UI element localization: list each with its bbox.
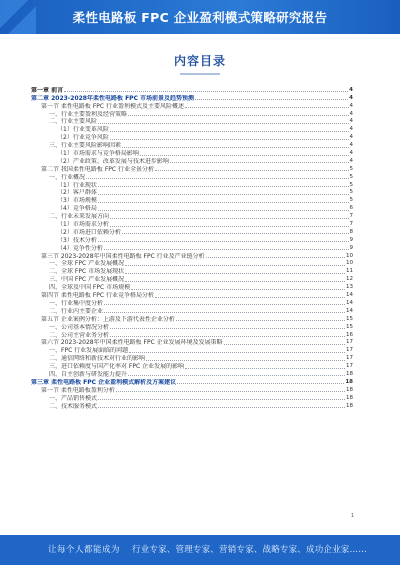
- toc-entry[interactable]: [31, 220, 353, 228]
- page-footer: [0, 535, 400, 565]
- toc-entry[interactable]: [31, 118, 353, 126]
- footer-slogan-right: 行业专家、管理专家、营销专家、战略专家、成功企业家……: [132, 545, 367, 555]
- toc-heading: 内容目录: [0, 52, 400, 75]
- toc-entry-page: 18: [346, 402, 353, 409]
- toc-leader-dots: [64, 91, 348, 92]
- toc-entry-title: 第四节 柔性电路板 FPC 行业竞争格局分析: [41, 292, 154, 300]
- toc-entry-page: 4: [349, 94, 353, 101]
- toc-entry-title: （1）行业现状: [57, 181, 97, 189]
- toc-entry[interactable]: [31, 228, 353, 236]
- footer-slogan-left: 让每个人都能成为: [48, 545, 121, 555]
- toc-entry[interactable]: [31, 402, 353, 410]
- toc-leader-dots: [104, 312, 345, 313]
- toc-entry-title: 二、行业未来发展方向: [49, 213, 110, 221]
- toc-leader-dots: [206, 257, 345, 258]
- toc-leader-dots: [129, 352, 345, 353]
- toc-entry[interactable]: [31, 339, 353, 347]
- toc-entry-title: 第二章 2023-2028年柔性电路板 FPC 市场前景及趋势预测: [31, 94, 195, 102]
- toc-entry-page: 14: [346, 307, 353, 314]
- toc-entry[interactable]: [31, 307, 353, 315]
- toc-entry-title: 一、FPC 行业发展面临的问题: [49, 347, 129, 355]
- toc-entry-page: 4: [349, 110, 353, 117]
- toc-entry[interactable]: [31, 173, 353, 181]
- toc-entry[interactable]: [31, 181, 353, 189]
- toc-entry-page: 18: [346, 386, 353, 393]
- toc-leader-dots: [155, 297, 345, 298]
- toc-entry[interactable]: [31, 149, 353, 157]
- toc-entry-page: 12: [346, 276, 353, 283]
- toc-leader-dots: [110, 328, 345, 329]
- toc-entry-page: 4: [349, 126, 353, 133]
- toc-entry[interactable]: [31, 252, 353, 260]
- toc-entry[interactable]: [31, 204, 353, 212]
- toc-entry-page: 17: [346, 347, 353, 354]
- toc-leader-dots: [98, 407, 345, 408]
- toc-entry-title: 一、行业集中度分析: [49, 299, 104, 307]
- toc-entry-page: 11: [346, 268, 353, 275]
- toc-entry[interactable]: [31, 196, 353, 204]
- toc-entry[interactable]: [31, 275, 353, 283]
- toc-entry-title: （2）市场进口依赖分析: [57, 228, 121, 236]
- toc-entry-page: 5: [349, 173, 353, 180]
- toc-entry-title: 第五节 企业案例分析：上游及下游代表性企业分析: [41, 315, 175, 323]
- toc-entry-page: 5: [349, 165, 353, 172]
- toc-entry[interactable]: [31, 283, 353, 291]
- toc-entry-page: 7: [349, 221, 353, 228]
- page-header: [0, 0, 400, 34]
- toc-leader-dots: [128, 375, 345, 376]
- toc-entry-page: 18: [346, 370, 353, 377]
- toc-leader-dots: [86, 178, 348, 179]
- toc-entry-title: 一、全球 FPC 产业发展概况: [49, 260, 125, 268]
- toc-entry-title: （2）行业竞争风险: [57, 134, 109, 142]
- toc-leader-dots: [128, 115, 348, 116]
- toc-entry-page: 7: [349, 213, 353, 220]
- toc-entry[interactable]: [31, 267, 353, 275]
- toc-entry-title: 四、全球及中国 FPC 市场规模: [49, 284, 131, 292]
- toc-entry-page: 17: [346, 355, 353, 362]
- toc-entry-page: 4: [349, 150, 353, 157]
- toc-entry-title: 二、通信网络和新技术对行业的影响: [49, 355, 146, 363]
- toc-entry-page: 9: [349, 244, 353, 251]
- toc-leader-dots: [98, 194, 349, 195]
- toc-entry-title: （1）市场需求分析: [57, 221, 109, 229]
- toc-entry[interactable]: [31, 189, 353, 197]
- toc-entry-title: （1）行业变革风险: [57, 126, 109, 134]
- toc-entry-title: 二、全球 FPC 市场发展现状: [49, 268, 125, 276]
- toc-leader-dots: [140, 155, 349, 156]
- toc-entry-page: 10: [346, 252, 353, 259]
- toc-leader-dots: [155, 170, 349, 171]
- toc-entry[interactable]: [31, 378, 353, 386]
- toc-entry-page: 15: [346, 315, 353, 322]
- toc-entry-page: 18: [345, 378, 353, 385]
- toc-entry[interactable]: [31, 125, 353, 133]
- toc-entry-title: （2）产业政策、改革发展与技术进步影响: [57, 157, 169, 165]
- toc-leader-dots: [98, 202, 349, 203]
- toc-entry[interactable]: [31, 354, 353, 362]
- toc-entry-page: 13: [346, 284, 353, 291]
- toc-leader-dots: [98, 123, 348, 124]
- toc-entry-page: 14: [346, 299, 353, 306]
- toc-entry-page: 17: [346, 363, 353, 370]
- toc-leader-dots: [98, 241, 349, 242]
- toc-entry-title: 二、技术服务模式: [49, 402, 98, 410]
- toc-entry-title: 一、行业主要盈利及经营策略: [49, 110, 128, 118]
- toc-entry[interactable]: [31, 141, 353, 149]
- toc-leader-dots: [98, 399, 345, 400]
- toc-entry[interactable]: [31, 165, 353, 173]
- toc-entry-page: 4: [349, 157, 353, 164]
- toc-entry-title: 第一节 柔性电路板盈利分析: [41, 386, 115, 394]
- toc-leader-dots: [122, 233, 349, 234]
- toc-entry[interactable]: [31, 94, 353, 102]
- toc-entry[interactable]: [31, 236, 353, 244]
- toc-entry-title: 一、行业概况: [49, 173, 86, 181]
- toc-entry-title: 第三章 柔性电路板 FPC 企业盈利模式解析及方案建议: [31, 378, 177, 386]
- toc-entry[interactable]: [31, 110, 353, 118]
- toc-entry-page: 10: [346, 260, 353, 267]
- toc-entry[interactable]: [31, 291, 353, 299]
- toc-entry-title: （1）市场需求与竞争格局影响: [57, 150, 139, 158]
- toc-entry-page: 5: [349, 189, 353, 196]
- toc-entry[interactable]: [31, 260, 353, 268]
- toc-entry-page: 5: [349, 197, 353, 204]
- toc-entry[interactable]: [31, 86, 353, 94]
- toc-entry-title: 第一节 柔性电路板 FPC 行业盈利模式及主要风险概述: [41, 102, 184, 110]
- toc-entry-title: （3）技术分析: [57, 236, 97, 244]
- toc-entry-title: 四、自主创新与研发能力提升: [49, 370, 128, 378]
- toc-entry-page: 6: [349, 205, 353, 212]
- report-title: 柔性电路板 FPC 企业盈利模式策略研究报告: [72, 10, 328, 25]
- toc-leader-dots: [176, 320, 345, 321]
- toc-entry[interactable]: [31, 244, 353, 252]
- page-number: 1: [350, 513, 354, 519]
- toc-entry-page: 17: [346, 339, 353, 346]
- toc-entry[interactable]: [31, 370, 353, 378]
- toc-entry-page: 4: [349, 86, 353, 93]
- toc-entry-page: 4: [349, 142, 353, 149]
- toc-leader-dots: [98, 210, 349, 211]
- toc-leader-dots: [122, 147, 348, 148]
- toc-entry-page: 4: [349, 134, 353, 141]
- toc-entry-page: 4: [349, 102, 353, 109]
- toc-entry-page: 5: [349, 181, 353, 188]
- toc-entry-page: 18: [346, 394, 353, 401]
- toc-entry-title: 一、公司基本情况分析: [49, 323, 110, 331]
- toc-leader-dots: [116, 391, 345, 392]
- toc-entry-title: 第六节 2023-2028年中国柔性电路板 FPC 企业发展环境及发展策略: [41, 339, 223, 347]
- toc-leader-dots: [131, 289, 345, 290]
- toc-entry-title: 一、产品销售模式: [49, 394, 98, 402]
- toc-entry[interactable]: [31, 386, 353, 394]
- toc-entry-title: （3）市场规模: [57, 197, 97, 205]
- table-of-contents: [31, 86, 353, 410]
- toc-entry-title: （4）竞争格局: [57, 205, 97, 213]
- toc-entry-title: 三、中国 FPC 产业发展概况: [49, 276, 125, 284]
- toc-leader-dots: [224, 344, 345, 345]
- toc-leader-dots: [110, 218, 348, 219]
- toc-entry[interactable]: [31, 157, 353, 165]
- toc-entry-page: 14: [346, 292, 353, 299]
- toc-leader-dots: [104, 304, 345, 305]
- toc-entry-title: （2）客户群体: [57, 189, 97, 197]
- toc-leader-dots: [185, 368, 345, 369]
- toc-leader-dots: [125, 281, 345, 282]
- toc-leader-dots: [170, 162, 349, 163]
- toc-leader-dots: [125, 273, 345, 274]
- toc-entry-title: 二、公司主营业务分析: [49, 331, 110, 339]
- toc-entry-page: 9: [349, 236, 353, 243]
- toc-entry-page: 4: [349, 118, 353, 125]
- toc-entry[interactable]: [31, 362, 353, 370]
- toc-leader-dots: [110, 226, 349, 227]
- toc-leader-dots: [110, 131, 349, 132]
- toc-entry[interactable]: [31, 331, 353, 339]
- toc-entry-page: 16: [346, 331, 353, 338]
- toc-entry[interactable]: [31, 212, 353, 220]
- toc-leader-dots: [177, 383, 344, 384]
- toc-leader-dots: [125, 265, 345, 266]
- toc-entry[interactable]: [31, 394, 353, 402]
- toc-entry-title: 二、行业主要风险: [49, 118, 98, 126]
- toc-leader-dots: [195, 99, 348, 100]
- toc-leader-dots: [185, 107, 349, 108]
- toc-entry-page: 8: [349, 228, 353, 235]
- toc-leader-dots: [110, 139, 349, 140]
- toc-entry-title: 三、进口依赖度与国产化率对 FPC 企业发展的影响: [49, 363, 185, 371]
- toc-entry-page: 15: [346, 323, 353, 330]
- toc-leader-dots: [146, 360, 345, 361]
- toc-entry-title: 三、行业主要风险影响因素: [49, 142, 122, 150]
- toc-entry-title: 第一章 前言: [31, 86, 64, 94]
- toc-leader-dots: [110, 336, 345, 337]
- toc-entry-title: 第二节 我国柔性电路板 FPC 行业全景分析: [41, 165, 154, 173]
- toc-entry[interactable]: [31, 133, 353, 141]
- toc-entry[interactable]: [31, 299, 353, 307]
- toc-leader-dots: [104, 249, 349, 250]
- toc-entry[interactable]: [31, 323, 353, 331]
- toc-entry-title: （4）竞争性分析: [57, 244, 103, 252]
- toc-entry-title: 二、行业内主要企业: [49, 307, 104, 315]
- toc-entry-title: 第三节 2023-2028年中国柔性电路板 FPC 行业及产业链分析: [41, 252, 205, 260]
- toc-leader-dots: [98, 186, 349, 187]
- toc-entry[interactable]: [31, 315, 353, 323]
- toc-entry[interactable]: [31, 102, 353, 110]
- toc-entry[interactable]: [31, 346, 353, 354]
